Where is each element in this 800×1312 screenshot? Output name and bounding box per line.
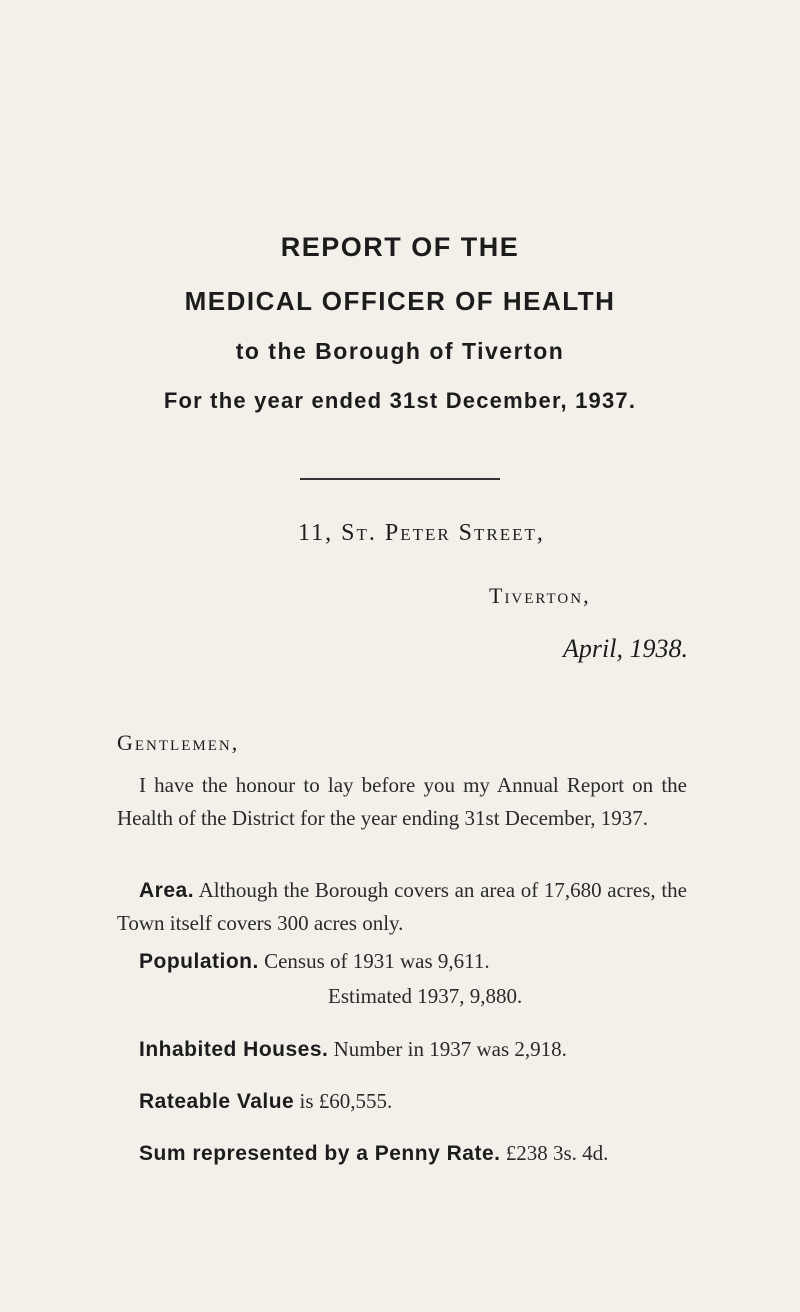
report-subtitle: MEDICAL OFFICER OF HEALTH bbox=[184, 286, 616, 316]
report-borough: to the Borough of Tiverton bbox=[235, 338, 565, 364]
houses-text: Number in 1937 was 2,918. bbox=[333, 1037, 567, 1061]
population-census: Census of 1931 was 9,611. bbox=[264, 949, 490, 973]
population-heading: Population. bbox=[139, 950, 259, 973]
report-title: REPORT OF THE bbox=[280, 232, 520, 262]
houses-line bbox=[139, 1037, 567, 1062]
penny-rate-heading: Sum represented by a Penny Rate. bbox=[139, 1142, 501, 1165]
area-heading: Area. bbox=[139, 879, 195, 902]
population-estimated: Estimated 1937, 9,880. bbox=[328, 984, 523, 1008]
penny-rate-text: £238 3s. 4d. bbox=[505, 1141, 609, 1165]
intro-paragraph: I have the honour to lay before you my Annual Report on the Health of the District for the year ending 31st December, 1937. bbox=[117, 773, 687, 830]
report-year: For the year ended 31st December, 1937. bbox=[163, 388, 637, 413]
rateable-heading: Rateable Value bbox=[139, 1090, 295, 1113]
address-date: April, 1938. bbox=[563, 634, 688, 663]
divider-rule bbox=[300, 478, 500, 480]
houses-heading: Inhabited Houses. bbox=[139, 1038, 329, 1061]
rateable-text: is £60,555. bbox=[299, 1089, 393, 1113]
penny-rate-line bbox=[139, 1141, 608, 1166]
rateable-line bbox=[139, 1089, 392, 1114]
address-street: 11, St. Peter Street, bbox=[298, 520, 545, 546]
salutation: Gentlemen, bbox=[117, 730, 240, 755]
address-town: Tiverton, bbox=[489, 583, 591, 608]
area-text: Although the Borough covers an area of 17,680 acres, the Town itself covers 300 acres only. bbox=[117, 878, 688, 935]
area-paragraph bbox=[117, 874, 687, 940]
population-line bbox=[139, 949, 490, 974]
